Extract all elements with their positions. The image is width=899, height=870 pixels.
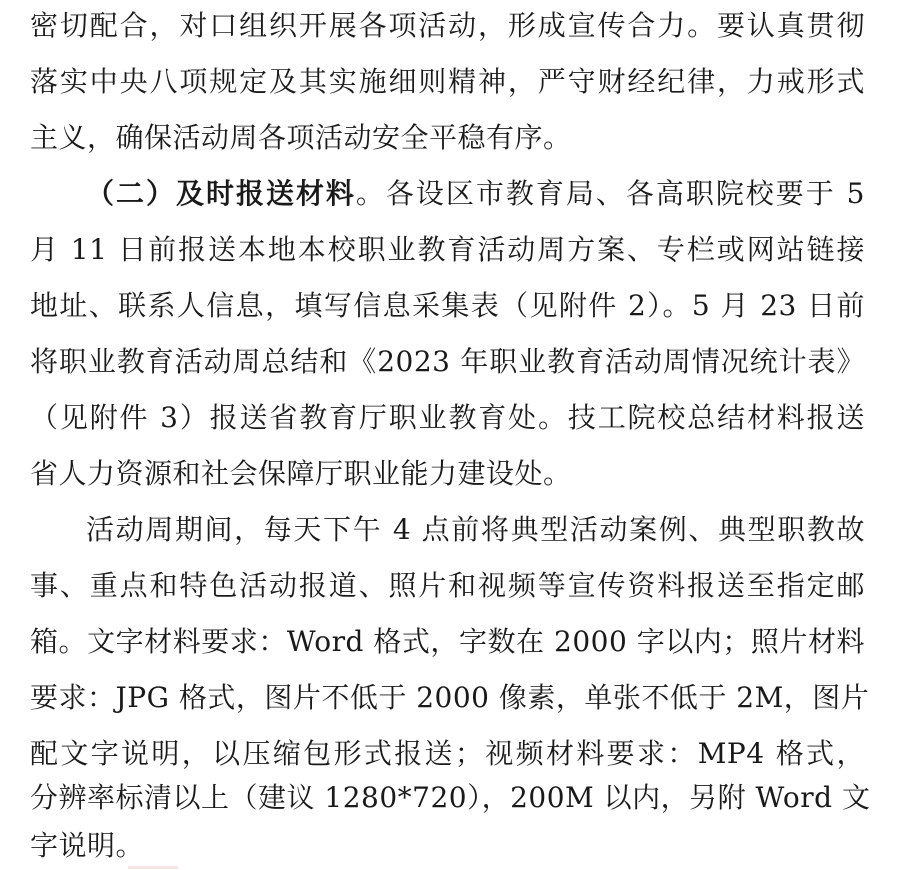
paragraph-3-line-4: 要求：JPG 格式，图片不低于 2000 像素，单张不低于 2M，图片 — [30, 681, 870, 714]
paragraph-1-line-1: 密切配合，对口组织开展各项活动，形成宣传合力。要认真贯彻 — [30, 9, 865, 42]
paragraph-1-line-2: 落实中央八项规定及其实施细则精神，严守财经纪律，力戒形式 — [30, 65, 865, 98]
paragraph-2-line-6: 省人力资源和社会保障厅职业能力建设处。 — [30, 457, 572, 490]
paragraph-3-line-1: 活动周期间，每天下午 4 点前将典型活动案例、典型职教故 — [86, 513, 865, 546]
paragraph-2-line-1 — [30, 176, 865, 212]
paragraph-3-line-7: 字说明。 — [30, 829, 145, 862]
paragraph-2-line-5: （见附件 3）报送省教育厅职业教育处。技工院校总结材料报送 — [30, 401, 865, 434]
paragraph-3-line-5: 配文字说明，以压缩包形式报送；视频材料要求：MP4 格式， — [30, 737, 865, 770]
paragraph-2-line-4: 将职业教育活动周总结和《2023 年职业教育活动周情况统计表》 — [30, 345, 865, 378]
paragraph-2-line-1-rest: 。各设区市教育局、各高职院校要于 5 — [355, 177, 865, 210]
paragraph-3-line-2: 事、重点和特色活动报道、照片和视频等宣传资料报送至指定邮 — [30, 569, 865, 602]
paragraph-3-line-3: 箱。文字材料要求：Word 格式，字数在 2000 字以内；照片材料 — [30, 625, 865, 658]
paragraph-2-line-3: 地址、联系人信息，填写信息采集表（见附件 2）。5 月 23 日前 — [30, 289, 865, 322]
paragraph-3-line-6: 分辨率标清以上（建议 1280*720），200M 以内，另附 Word 文 — [30, 781, 871, 814]
paragraph-2-line-2: 月 11 日前报送本地本校职业教育活动周方案、专栏或网站链接 — [30, 233, 865, 266]
section-heading: （二）及时报送材料 — [86, 177, 356, 210]
decorative-mark — [128, 866, 178, 869]
paragraph-1-line-3: 主义，确保活动周各项活动安全平稳有序。 — [30, 121, 572, 154]
